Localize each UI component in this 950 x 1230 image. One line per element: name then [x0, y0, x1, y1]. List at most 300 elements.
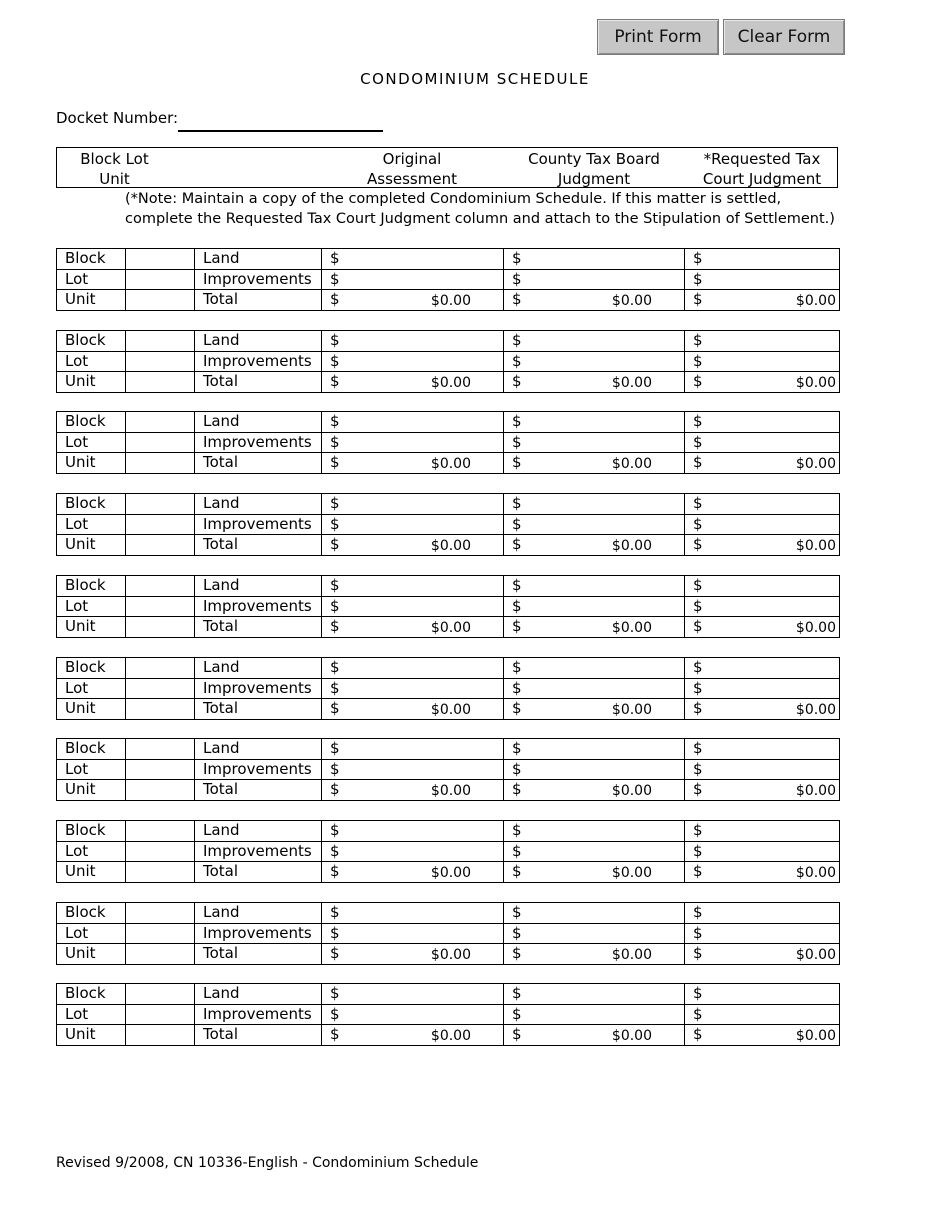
- dollar-sign: $: [330, 412, 340, 430]
- table-row: [57, 1004, 840, 1025]
- amount-field[interactable]: [504, 596, 685, 617]
- dollar-sign: $: [330, 453, 340, 471]
- total-amount: $0.00: [430, 947, 471, 963]
- dollar-sign: $: [693, 432, 703, 451]
- table-row: [57, 862, 840, 883]
- amount-field: [322, 780, 504, 801]
- table-row: [57, 759, 840, 780]
- total-amount: $0.00: [795, 865, 836, 881]
- dollar-sign: $: [693, 739, 703, 757]
- amount-field[interactable]: [322, 351, 504, 372]
- row-label: Unit: [57, 617, 126, 638]
- amount-field[interactable]: [685, 331, 840, 352]
- amount-field[interactable]: [504, 351, 685, 372]
- dollar-sign: $: [693, 984, 703, 1002]
- row-label: Lot: [57, 269, 126, 290]
- table-row: [57, 576, 840, 597]
- row-label: Lot: [57, 514, 126, 535]
- row-label: Block: [57, 576, 126, 597]
- total-amount: $0.00: [430, 456, 471, 472]
- amount-field[interactable]: [322, 331, 504, 352]
- amount-field: [685, 944, 840, 965]
- table-row: [57, 678, 840, 699]
- block-lot-unit-input[interactable]: [126, 903, 195, 924]
- amount-field[interactable]: [322, 412, 504, 433]
- item-label: Improvements: [195, 759, 322, 780]
- total-amount: $0.00: [611, 293, 652, 309]
- dollar-sign: $: [693, 923, 703, 942]
- condo-unit-group: [56, 657, 840, 720]
- amount-field[interactable]: [504, 903, 685, 924]
- amount-field[interactable]: [685, 494, 840, 515]
- item-label: Total: [195, 372, 322, 393]
- amount-field: [322, 290, 504, 311]
- revision-footer: Revised 9/2008, CN 10336-English - Condominium Schedule: [56, 1155, 479, 1171]
- item-label: Total: [195, 699, 322, 720]
- dollar-sign: $: [693, 351, 703, 370]
- amount-field: [504, 372, 685, 393]
- dollar-sign: $: [512, 903, 522, 921]
- amount-field[interactable]: [685, 678, 840, 699]
- block-lot-unit-input[interactable]: [126, 596, 195, 617]
- amount-field[interactable]: [322, 514, 504, 535]
- block-lot-unit-input[interactable]: [126, 453, 195, 474]
- dollar-sign: $: [512, 944, 522, 962]
- amount-field: [504, 780, 685, 801]
- amount-field[interactable]: [685, 821, 840, 842]
- dollar-sign: $: [693, 249, 703, 267]
- amount-field[interactable]: [322, 576, 504, 597]
- amount-field[interactable]: [504, 249, 685, 270]
- amount-field[interactable]: [685, 759, 840, 780]
- dollar-sign: $: [693, 944, 703, 962]
- condo-unit-group: [56, 738, 840, 801]
- item-label: Improvements: [195, 351, 322, 372]
- dollar-sign: $: [330, 494, 340, 512]
- dollar-sign: $: [330, 759, 340, 778]
- table-row: [57, 432, 840, 453]
- dollar-sign: $: [330, 944, 340, 962]
- row-label: Unit: [57, 944, 126, 965]
- item-label: Total: [195, 617, 322, 638]
- table-row: [57, 514, 840, 535]
- dollar-sign: $: [693, 494, 703, 512]
- amount-field[interactable]: [504, 739, 685, 760]
- dollar-sign: $: [330, 984, 340, 1002]
- item-label: Land: [195, 576, 322, 597]
- block-lot-unit-input[interactable]: [126, 331, 195, 352]
- table-row: [57, 372, 840, 393]
- block-lot-unit-input[interactable]: [126, 617, 195, 638]
- total-amount: $0.00: [795, 293, 836, 309]
- amount-field: [322, 372, 504, 393]
- row-label: Unit: [57, 453, 126, 474]
- amount-field: [322, 535, 504, 556]
- block-lot-unit-input[interactable]: [126, 1025, 195, 1046]
- dollar-sign: $: [693, 617, 703, 635]
- dollar-sign: $: [330, 862, 340, 880]
- amount-field[interactable]: [504, 1004, 685, 1025]
- amount-field[interactable]: [504, 432, 685, 453]
- amount-field: [504, 535, 685, 556]
- item-label: Land: [195, 903, 322, 924]
- block-lot-unit-input[interactable]: [126, 821, 195, 842]
- item-label: Improvements: [195, 841, 322, 862]
- docket-number-field[interactable]: [178, 111, 383, 132]
- print-form-button[interactable]: Print Form: [597, 19, 719, 55]
- item-label: Total: [195, 862, 322, 883]
- block-lot-unit-input[interactable]: [126, 984, 195, 1005]
- amount-field[interactable]: [322, 432, 504, 453]
- table-row: [57, 453, 840, 474]
- table-row: [57, 780, 840, 801]
- amount-field[interactable]: [504, 759, 685, 780]
- amount-field[interactable]: [504, 678, 685, 699]
- total-amount: $0.00: [611, 620, 652, 636]
- block-lot-unit-input[interactable]: [126, 290, 195, 311]
- dollar-sign: $: [512, 658, 522, 676]
- block-lot-unit-input[interactable]: [126, 269, 195, 290]
- table-row: [57, 494, 840, 515]
- table-row: [57, 739, 840, 760]
- amount-field[interactable]: [504, 576, 685, 597]
- table-row: [57, 984, 840, 1005]
- row-label: Block: [57, 903, 126, 924]
- amount-field[interactable]: [685, 841, 840, 862]
- dollar-sign: $: [330, 514, 340, 533]
- total-amount: $0.00: [795, 620, 836, 636]
- table-row: [57, 290, 840, 311]
- column-header-box: [56, 147, 838, 188]
- header-label: Court Judgment: [702, 170, 822, 188]
- amount-field: [685, 617, 840, 638]
- dollar-sign: $: [512, 739, 522, 757]
- amount-field: [504, 290, 685, 311]
- block-lot-unit-input[interactable]: [126, 249, 195, 270]
- amount-field: [322, 699, 504, 720]
- dollar-sign: $: [330, 617, 340, 635]
- dollar-sign: $: [693, 269, 703, 288]
- dollar-sign: $: [512, 617, 522, 635]
- amount-field[interactable]: [322, 984, 504, 1005]
- condo-unit-group: [56, 330, 840, 393]
- total-amount: $0.00: [611, 538, 652, 554]
- amount-field[interactable]: [504, 821, 685, 842]
- total-amount: $0.00: [430, 620, 471, 636]
- amount-field[interactable]: [685, 923, 840, 944]
- table-row: [57, 535, 840, 556]
- dollar-sign: $: [512, 453, 522, 471]
- dollar-sign: $: [512, 412, 522, 430]
- row-label: Lot: [57, 432, 126, 453]
- dollar-sign: $: [512, 984, 522, 1002]
- dollar-sign: $: [330, 269, 340, 288]
- dollar-sign: $: [512, 514, 522, 533]
- table-row: [57, 269, 840, 290]
- amount-field[interactable]: [685, 269, 840, 290]
- block-lot-unit-input[interactable]: [126, 576, 195, 597]
- amount-field[interactable]: [322, 269, 504, 290]
- dollar-sign: $: [330, 290, 340, 308]
- row-label: Lot: [57, 351, 126, 372]
- dollar-sign: $: [512, 699, 522, 717]
- table-row: [57, 841, 840, 862]
- row-label: Lot: [57, 678, 126, 699]
- amount-field[interactable]: [685, 1004, 840, 1025]
- dollar-sign: $: [512, 269, 522, 288]
- condo-unit-group: [56, 820, 840, 883]
- amount-field[interactable]: [322, 658, 504, 679]
- item-label: Total: [195, 944, 322, 965]
- amount-field[interactable]: [685, 249, 840, 270]
- dollar-sign: $: [693, 514, 703, 533]
- amount-field[interactable]: [322, 821, 504, 842]
- row-label: Block: [57, 984, 126, 1005]
- header-label: County Tax Board: [528, 150, 660, 168]
- header-requested-tax-court-judgment: [687, 149, 837, 189]
- row-label: Unit: [57, 290, 126, 311]
- amount-field[interactable]: [685, 351, 840, 372]
- amount-field: [504, 862, 685, 883]
- total-amount: $0.00: [430, 293, 471, 309]
- total-amount: $0.00: [611, 865, 652, 881]
- item-label: Land: [195, 658, 322, 679]
- table-row: [57, 331, 840, 352]
- total-amount: $0.00: [795, 375, 836, 391]
- item-label: Improvements: [195, 678, 322, 699]
- amount-field: [322, 862, 504, 883]
- table-row: [57, 821, 840, 842]
- block-lot-unit-input[interactable]: [126, 678, 195, 699]
- item-label: Total: [195, 1025, 322, 1046]
- dollar-sign: $: [512, 372, 522, 390]
- condo-unit-group: [56, 575, 840, 638]
- block-lot-unit-input[interactable]: [126, 759, 195, 780]
- amount-field: [504, 1025, 685, 1046]
- dollar-sign: $: [330, 903, 340, 921]
- item-label: Land: [195, 984, 322, 1005]
- block-lot-unit-input[interactable]: [126, 494, 195, 515]
- item-label: Land: [195, 739, 322, 760]
- note-line: (*Note: Maintain a copy of the completed Condominium Schedule. If this matter is settled,: [125, 191, 782, 207]
- amount-field: [504, 453, 685, 474]
- dollar-sign: $: [693, 1004, 703, 1023]
- dollar-sign: $: [330, 699, 340, 717]
- amount-field[interactable]: [685, 596, 840, 617]
- dollar-sign: $: [512, 249, 522, 267]
- amount-field[interactable]: [322, 249, 504, 270]
- block-lot-unit-input[interactable]: [126, 372, 195, 393]
- item-label: Improvements: [195, 1004, 322, 1025]
- note-line: complete the Requested Tax Court Judgment column and attach to the Stipulation of Settlement.): [125, 211, 835, 227]
- row-label: Block: [57, 821, 126, 842]
- table-row: [57, 412, 840, 433]
- dollar-sign: $: [512, 780, 522, 798]
- amount-field[interactable]: [685, 576, 840, 597]
- item-label: Total: [195, 290, 322, 311]
- total-amount: $0.00: [795, 456, 836, 472]
- amount-field[interactable]: [322, 739, 504, 760]
- dollar-sign: $: [330, 678, 340, 697]
- condo-unit-group: [56, 411, 840, 474]
- amount-field[interactable]: [504, 331, 685, 352]
- block-lot-unit-input[interactable]: [126, 351, 195, 372]
- condo-unit-group: [56, 493, 840, 556]
- dollar-sign: $: [330, 331, 340, 349]
- dollar-sign: $: [330, 923, 340, 942]
- amount-field[interactable]: [504, 658, 685, 679]
- amount-field[interactable]: [322, 678, 504, 699]
- dollar-sign: $: [512, 596, 522, 615]
- dollar-sign: $: [330, 249, 340, 267]
- row-label: Unit: [57, 862, 126, 883]
- block-lot-unit-input[interactable]: [126, 944, 195, 965]
- dollar-sign: $: [330, 432, 340, 451]
- row-label: Lot: [57, 759, 126, 780]
- row-label: Unit: [57, 535, 126, 556]
- amount-field: [504, 699, 685, 720]
- item-label: Land: [195, 821, 322, 842]
- amount-field[interactable]: [504, 412, 685, 433]
- dollar-sign: $: [512, 759, 522, 778]
- amount-field[interactable]: [322, 903, 504, 924]
- total-amount: $0.00: [611, 456, 652, 472]
- dollar-sign: $: [693, 821, 703, 839]
- item-label: Improvements: [195, 514, 322, 535]
- amount-field[interactable]: [322, 841, 504, 862]
- amount-field: [504, 617, 685, 638]
- dollar-sign: $: [693, 862, 703, 880]
- table-row: [57, 351, 840, 372]
- amount-field[interactable]: [504, 841, 685, 862]
- row-label: Unit: [57, 699, 126, 720]
- amount-field: [322, 1025, 504, 1046]
- block-lot-unit-input[interactable]: [126, 514, 195, 535]
- table-row: [57, 658, 840, 679]
- block-lot-unit-input[interactable]: [126, 432, 195, 453]
- condo-unit-group: [56, 248, 840, 311]
- total-amount: $0.00: [611, 783, 652, 799]
- dollar-sign: $: [512, 841, 522, 860]
- total-amount: $0.00: [795, 947, 836, 963]
- amount-field[interactable]: [504, 494, 685, 515]
- total-amount: $0.00: [430, 1028, 471, 1044]
- amount-field[interactable]: [322, 1004, 504, 1025]
- amount-field[interactable]: [685, 514, 840, 535]
- amount-field: [685, 862, 840, 883]
- total-amount: $0.00: [430, 783, 471, 799]
- dollar-sign: $: [330, 658, 340, 676]
- total-amount: $0.00: [611, 1028, 652, 1044]
- condo-unit-group: [56, 902, 840, 965]
- block-lot-unit-input[interactable]: [126, 739, 195, 760]
- table-row: [57, 617, 840, 638]
- amount-field[interactable]: [685, 412, 840, 433]
- header-label: *Requested Tax: [703, 150, 821, 168]
- item-label: Land: [195, 494, 322, 515]
- amount-field[interactable]: [504, 923, 685, 944]
- row-label: Block: [57, 412, 126, 433]
- dollar-sign: $: [693, 596, 703, 615]
- block-lot-unit-input[interactable]: [126, 780, 195, 801]
- table-row: [57, 923, 840, 944]
- block-lot-unit-input[interactable]: [126, 1004, 195, 1025]
- amount-field[interactable]: [504, 984, 685, 1005]
- amount-field: [685, 780, 840, 801]
- row-label: Lot: [57, 841, 126, 862]
- dollar-sign: $: [512, 821, 522, 839]
- block-lot-unit-input[interactable]: [126, 412, 195, 433]
- total-amount: $0.00: [430, 538, 471, 554]
- amount-field[interactable]: [322, 596, 504, 617]
- clear-form-button[interactable]: Clear Form: [723, 19, 845, 55]
- dollar-sign: $: [693, 535, 703, 553]
- dollar-sign: $: [693, 1025, 703, 1043]
- total-amount: $0.00: [611, 947, 652, 963]
- block-lot-unit-input[interactable]: [126, 535, 195, 556]
- item-label: Total: [195, 780, 322, 801]
- dollar-sign: $: [693, 331, 703, 349]
- row-label: Unit: [57, 372, 126, 393]
- dollar-sign: $: [330, 780, 340, 798]
- amount-field: [685, 535, 840, 556]
- total-amount: $0.00: [795, 538, 836, 554]
- amount-field[interactable]: [685, 432, 840, 453]
- dollar-sign: $: [693, 412, 703, 430]
- amount-field: [322, 453, 504, 474]
- block-lot-unit-input[interactable]: [126, 841, 195, 862]
- table-row: [57, 944, 840, 965]
- row-label: Block: [57, 739, 126, 760]
- item-label: Improvements: [195, 269, 322, 290]
- amount-field[interactable]: [322, 923, 504, 944]
- item-label: Total: [195, 453, 322, 474]
- block-lot-unit-input[interactable]: [126, 923, 195, 944]
- dollar-sign: $: [330, 1025, 340, 1043]
- amount-field[interactable]: [685, 903, 840, 924]
- total-amount: $0.00: [795, 702, 836, 718]
- row-label: Unit: [57, 1025, 126, 1046]
- total-amount: $0.00: [795, 1028, 836, 1044]
- amount-field[interactable]: [685, 658, 840, 679]
- amount-field[interactable]: [685, 739, 840, 760]
- item-label: Land: [195, 249, 322, 270]
- table-row: [57, 699, 840, 720]
- header-label: Block Lot: [80, 150, 149, 168]
- amount-field[interactable]: [504, 269, 685, 290]
- header-label: Unit: [99, 170, 130, 188]
- block-lot-unit-input[interactable]: [126, 862, 195, 883]
- block-lot-unit-input[interactable]: [126, 658, 195, 679]
- row-label: Block: [57, 494, 126, 515]
- dollar-sign: $: [512, 535, 522, 553]
- table-row: [57, 249, 840, 270]
- amount-field[interactable]: [504, 514, 685, 535]
- row-label: Block: [57, 658, 126, 679]
- dollar-sign: $: [693, 699, 703, 717]
- dollar-sign: $: [693, 290, 703, 308]
- dollar-sign: $: [330, 535, 340, 553]
- amount-field[interactable]: [322, 494, 504, 515]
- amount-field[interactable]: [685, 984, 840, 1005]
- row-label: Block: [57, 249, 126, 270]
- dollar-sign: $: [693, 372, 703, 390]
- amount-field[interactable]: [322, 759, 504, 780]
- dollar-sign: $: [512, 1004, 522, 1023]
- dollar-sign: $: [512, 290, 522, 308]
- block-lot-unit-input[interactable]: [126, 699, 195, 720]
- dollar-sign: $: [512, 432, 522, 451]
